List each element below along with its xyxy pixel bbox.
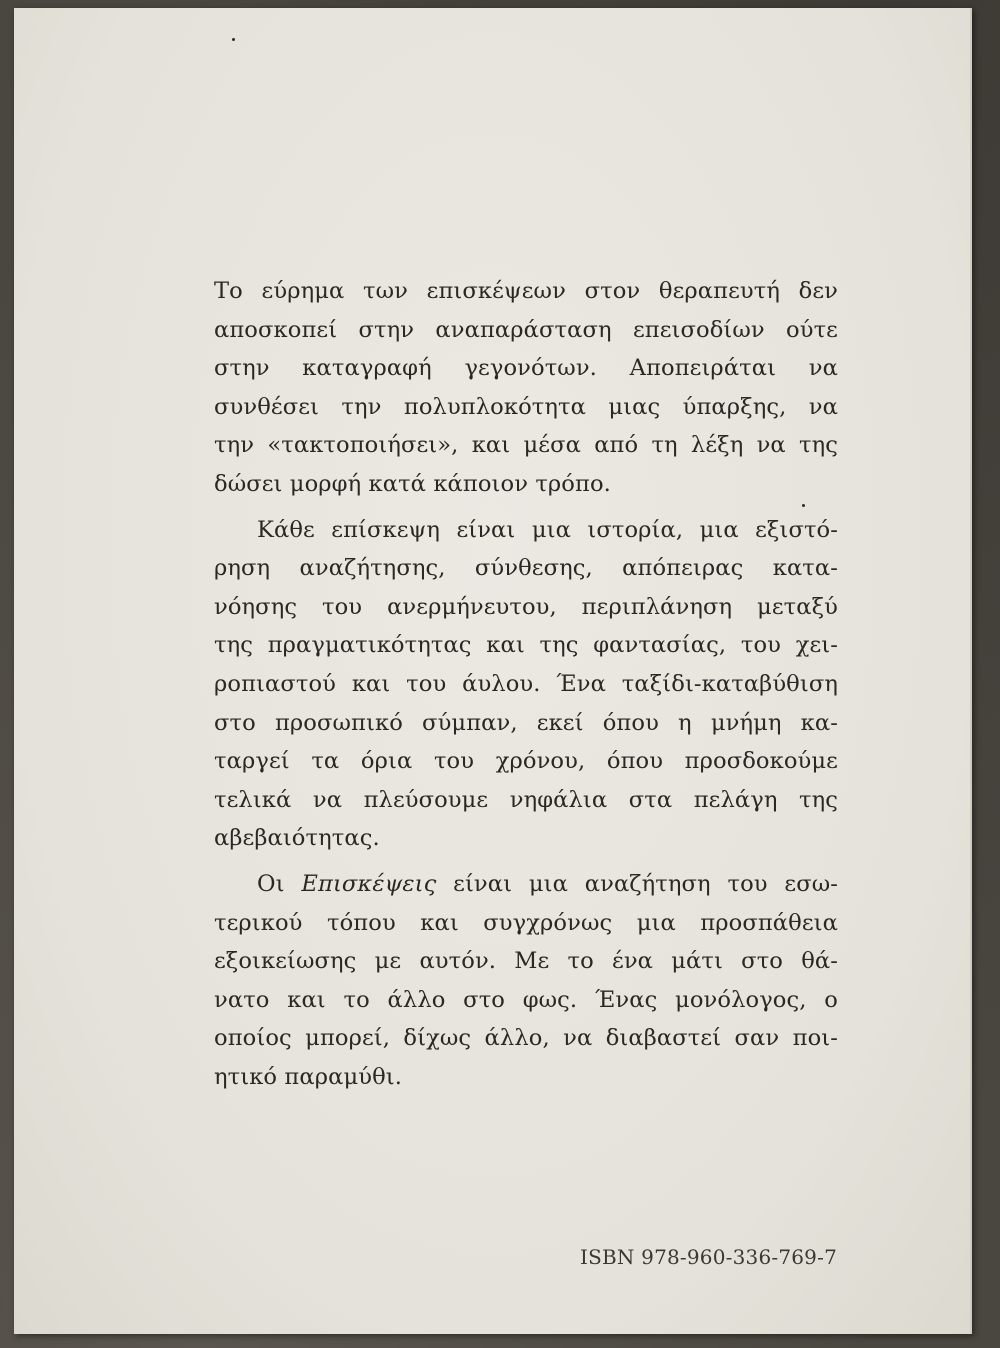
text-line bbox=[214, 865, 838, 904]
text-line: νατο και το άλλο στο φως. Ένας μονόλογος, ο bbox=[214, 986, 838, 1013]
ink-speck bbox=[232, 38, 235, 41]
text-line: την «τακτοποιήσει», και μέσα από τη λέξη να της bbox=[214, 432, 838, 459]
text-line: εξοικείωσης με αυτόν. Με το ένα μάτι στο θά- bbox=[214, 948, 838, 975]
text-line: αποσκοπεί στην αναπαράσταση επεισοδίων ούτε bbox=[214, 316, 838, 343]
text-line: συνθέσει την πολυπλοκότητα μιας ύπαρξης, να bbox=[214, 393, 838, 420]
book-title-italic: Επισκέψεις bbox=[301, 870, 437, 897]
text-fragment: είναι μια αναζήτηση του εσω- bbox=[453, 870, 838, 897]
isbn-number: ISBN 978-960-336-769-7 bbox=[579, 1245, 837, 1269]
paragraph-1 bbox=[214, 272, 838, 504]
text-line: στο προσωπικό σύμπαν, εκεί όπου η μνήμη κα- bbox=[214, 709, 838, 736]
text-line: τερικού τόπου και συγχρόνως μια προσπάθεια bbox=[214, 909, 838, 936]
text-line: στην καταγραφή γεγονότων. Αποπειράται να bbox=[214, 355, 838, 382]
text-line: της πραγματικότητας και της φαντασίας, του χει- bbox=[214, 632, 838, 659]
text-line: οποίος μπορεί, δίχως άλλο, να διαβαστεί σαν ποι- bbox=[214, 1025, 838, 1052]
text-line: ρηση αναζήτησης, σύνθεσης, απόπειρας κατα- bbox=[214, 555, 838, 582]
paragraph-3 bbox=[214, 865, 838, 1097]
text-line: Κάθε επίσκεψη είναι μια ιστορία, μια εξιστό- bbox=[257, 516, 838, 543]
text-fragment: Οι bbox=[257, 870, 285, 897]
text-line: Το εύρημα των επισκέψεων στον θεραπευτή δεν bbox=[214, 278, 838, 304]
text-line: νόησης του ανερμήνευτου, περιπλάνηση μεταξύ bbox=[214, 593, 838, 620]
text-line: δώσει μορφή κατά κάποιον τρόπο. bbox=[214, 470, 611, 497]
text-line: αβεβαιότητας. bbox=[214, 825, 380, 852]
text-line: τελικά να πλεύσουμε νηφάλια στα πελάγη της bbox=[214, 786, 838, 813]
blurb-text bbox=[214, 272, 838, 1103]
text-line: ροπιαστού και του άυλου. Ένα ταξίδι-καταβύθιση bbox=[214, 670, 838, 697]
text-line: ταργεί τα όρια του χρόνου, όπου προσδοκούμε bbox=[214, 748, 838, 775]
paragraph-2 bbox=[214, 511, 838, 858]
text-line: ητικό παραμύθι. bbox=[214, 1063, 403, 1090]
